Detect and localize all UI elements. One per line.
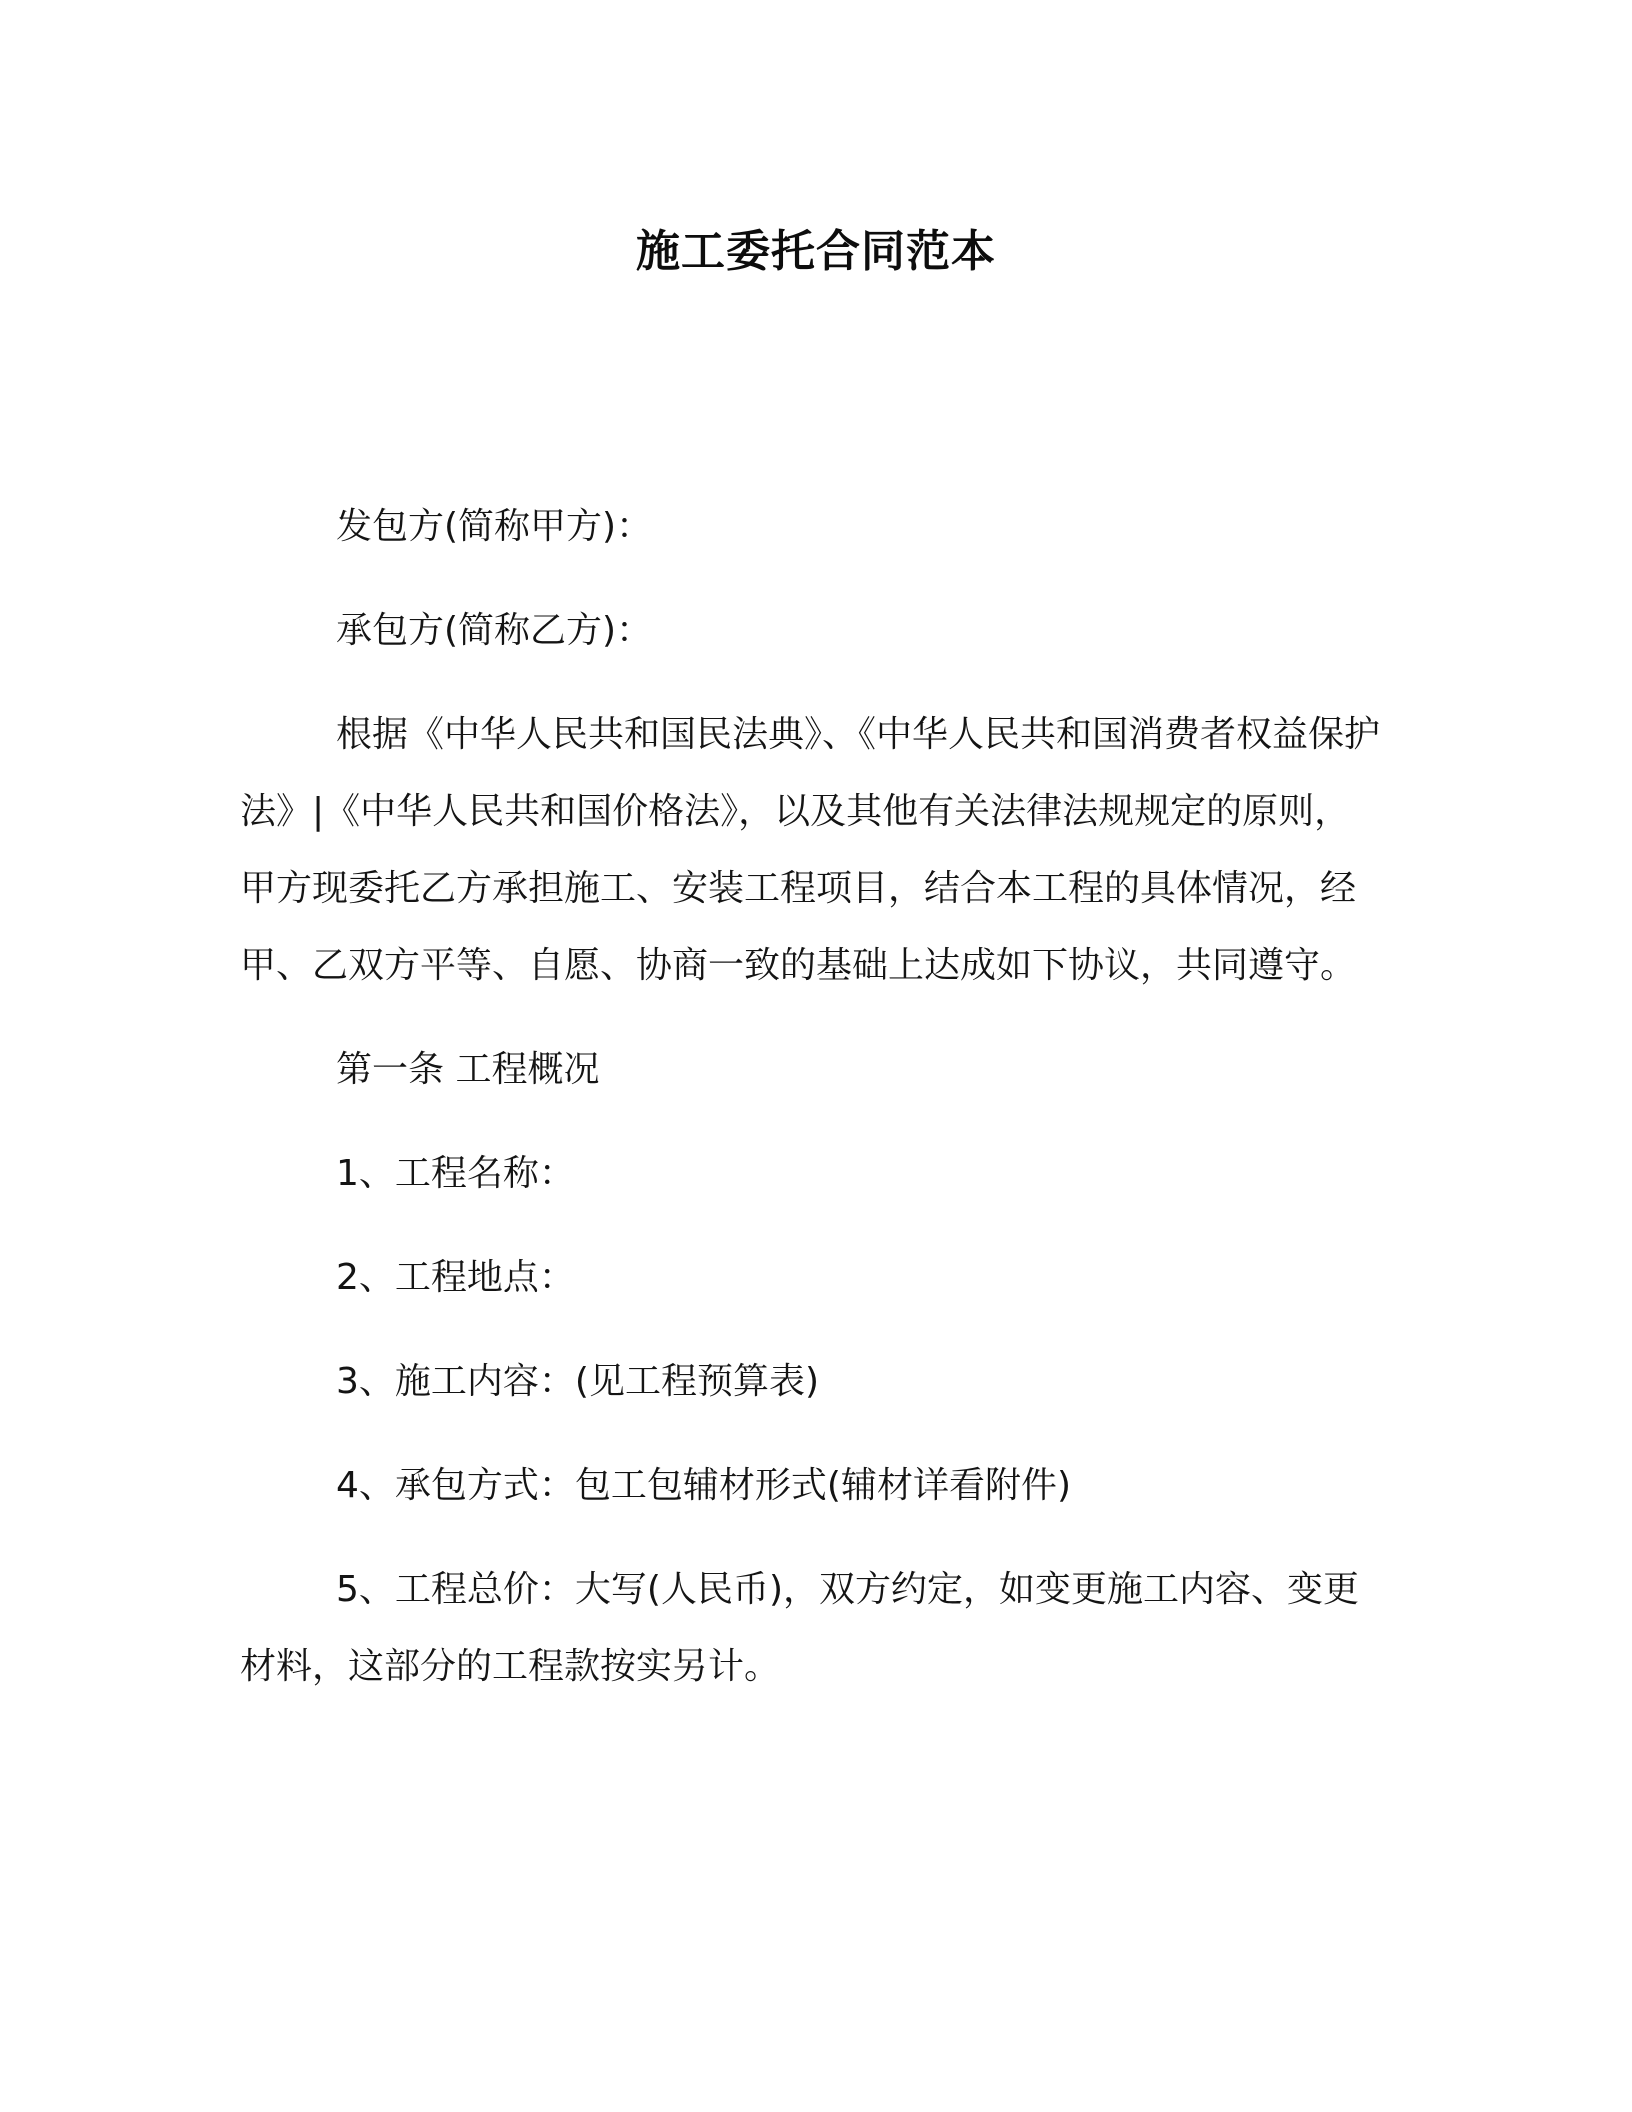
party-b-line: 承包方(简称乙方)： <box>336 610 653 651</box>
clause-work-content: 3、施工内容：(见工程预算表) <box>336 1361 819 1402</box>
clause-project-location: 2、工程地点： <box>336 1257 575 1298</box>
document-body <box>240 488 1380 1732</box>
clause-project-name: 1、工程名称： <box>336 1153 575 1194</box>
party-a-line: 发包方(简称甲方)： <box>336 506 653 547</box>
clause-contract-method: 4、承包方式：包工包辅材形式(辅材详看附件) <box>336 1465 1071 1506</box>
preamble-paragraph: 根据《中华人民共和国民法典》、《中华人民共和国消费者权益保护法》|《中华人民共和国价格法》，以及其他有关法律法规规定的原则，甲方现委托乙方承担施工、安装工程项目，结合本工程的具体情况，经甲、乙双方平等、自愿、协商一致的基础上达成如下协议，共同遵守。 <box>240 714 1381 986</box>
clause-total-price: 5、工程总价：大写(人民币)，双方约定，如变更施工内容、变更材料，这部分的工程款按实另计。 <box>240 1569 1359 1687</box>
article-heading: 第一条 工程概况 <box>336 1049 600 1090</box>
document-title: 施工委托合同范本 <box>636 226 996 277</box>
